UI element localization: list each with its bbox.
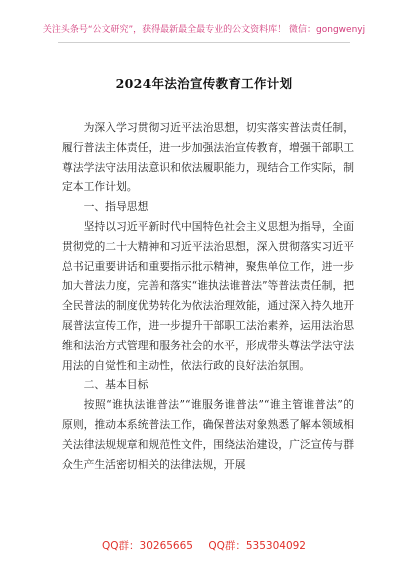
header-divider [58, 42, 350, 43]
section-heading-basic-goals: 二、基本目标 [83, 378, 149, 392]
footer-qq-group-1: QQ群：30265665 [102, 540, 193, 552]
document-body [62, 118, 354, 474]
header-banner: 关注头条号“公文研究”，获得最新最全最专业的公文资料库！ 微信：gongwenyj [42, 25, 366, 35]
section-heading-guiding-ideology: 一、指导思想 [83, 200, 149, 214]
document-title: 2024年法治宣传教育工作计划 [115, 76, 293, 91]
footer-contacts [0, 538, 408, 553]
section-body-basic-goals: 按照“谁执法谁普法”“谁服务谁普法”“谁主管谁普法”的原则，推动本系统普法工作，确保普法对象熟悉了解本领域相关法律法规规章和规范性文件，围绕法治建设，广泛宣传与群众生产生活密切相关的法律法规，开展 [62, 398, 354, 471]
section-body-guiding-ideology: 坚持以习近平新时代中国特色社会主义思想为指导，全面贯彻党的二十大精神和习近平法治思想，深入贯彻落实习近平总书记重要讲话和重要指示批示精神，聚焦单位工作，进一步加大普法力度，完善和落实“谁执法谁普法”等普法责任制，把全民普法的制度优势转化为依法治理效能，通过深入持久地开展普法宣传工作，进一步提升干部职工法治素养，运用法治思维和法治方式管理和服务社会的水平，形成带头尊法学法守法用法的自觉性和主动性，依法行政的良好法治氛围。 [62, 219, 354, 372]
intro-paragraph: 为深入学习贯彻习近平法治思想，切实落实普法责任制，履行普法主体责任，进一步加强法治宣传教育，增强干部职工尊法学法守法用法意识和依法履职能力，现结合工作实际，制定本工作计划。 [62, 121, 354, 194]
footer-qq-group-2: QQ群：535304092 [208, 540, 306, 552]
